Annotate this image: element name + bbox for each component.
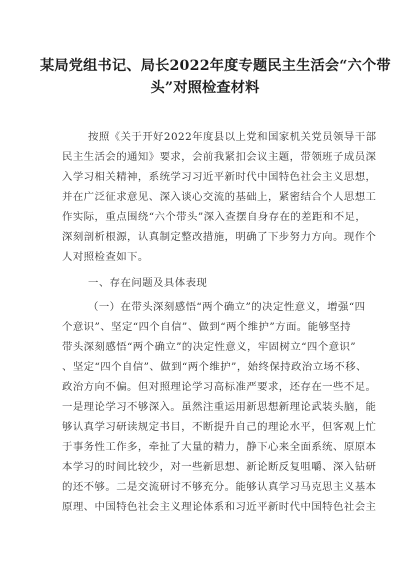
section-heading: 一、存在问题及具体表现 (88, 277, 208, 289)
document-title-line-2: 头”对照检查材料 (150, 80, 260, 96)
paragraph-line: 的还不够。二是交流研讨不够充分。能够认真学习马克思主义基本 (62, 481, 377, 493)
paragraph-line: 人对照检查如下。 (62, 251, 149, 263)
paragraph-line: 于事务性工作多，牵扯了大量的精力，静下心来全面系统、原原本 (62, 441, 377, 453)
paragraph-line: （一）在带头深刻感悟“两个确立”的决定性意义，增强“四 (88, 301, 366, 313)
paragraph-line: 原理、中国特色社会主义理论体系和习近平新时代中国特色社会主 (62, 501, 377, 513)
paragraph-line: 作实际，重点围绕“六个带头”深入查摆自身存在的差距和不足， (62, 211, 367, 223)
paragraph-line: 、坚定“四个自信”、做到“两个维护”，始终保持政治立场不移、 (62, 361, 367, 373)
paragraph-line: 入学习相关精神，系统学习习近平新时代中国特色社会主义思想， (62, 171, 377, 183)
paragraph-line: 并在广泛征求意见、深入谈心交流的基础上，紧密结合个人思想工 (62, 191, 377, 203)
paragraph-line: 民主生活会的通知》要求，会前我紧扣会议主题，带领班子成员深 (62, 151, 377, 163)
document-title-line-1: 某局党组书记、局长2022年度专题民主生活会“六个带 (40, 58, 391, 74)
paragraph-line: 深刻剖析根源，认真制定整改措施，明确了下步努力方向。现作个 (62, 231, 377, 243)
paragraph-line: 一是理论学习不够深入。虽然注重运用新思想新理论武装头脑，能 (62, 401, 377, 413)
paragraph-line: 政治方向不偏。但对照理论学习高标准严要求，还存在一些不足。 (62, 381, 377, 393)
paragraph-line: 本学习的时间比较少，对一些新思想、新论断反复咀嚼、深入钻研 (62, 461, 377, 473)
paragraph-line: 够认真学习研读规定书目，不断提升自己的理论水平，但客观上忙 (62, 421, 377, 433)
paragraph-line: 个意识”、坚定“四个自信”、做到“两个维护”方面。能够坚持 (62, 321, 351, 333)
paragraph-line: 带头深刻感悟“两个确立”的决定性意义，牢固树立“四个意识” (62, 341, 357, 353)
paragraph-line: 按照《关于开好2022年度县以上党和国家机关党员领导干部 (88, 131, 377, 143)
